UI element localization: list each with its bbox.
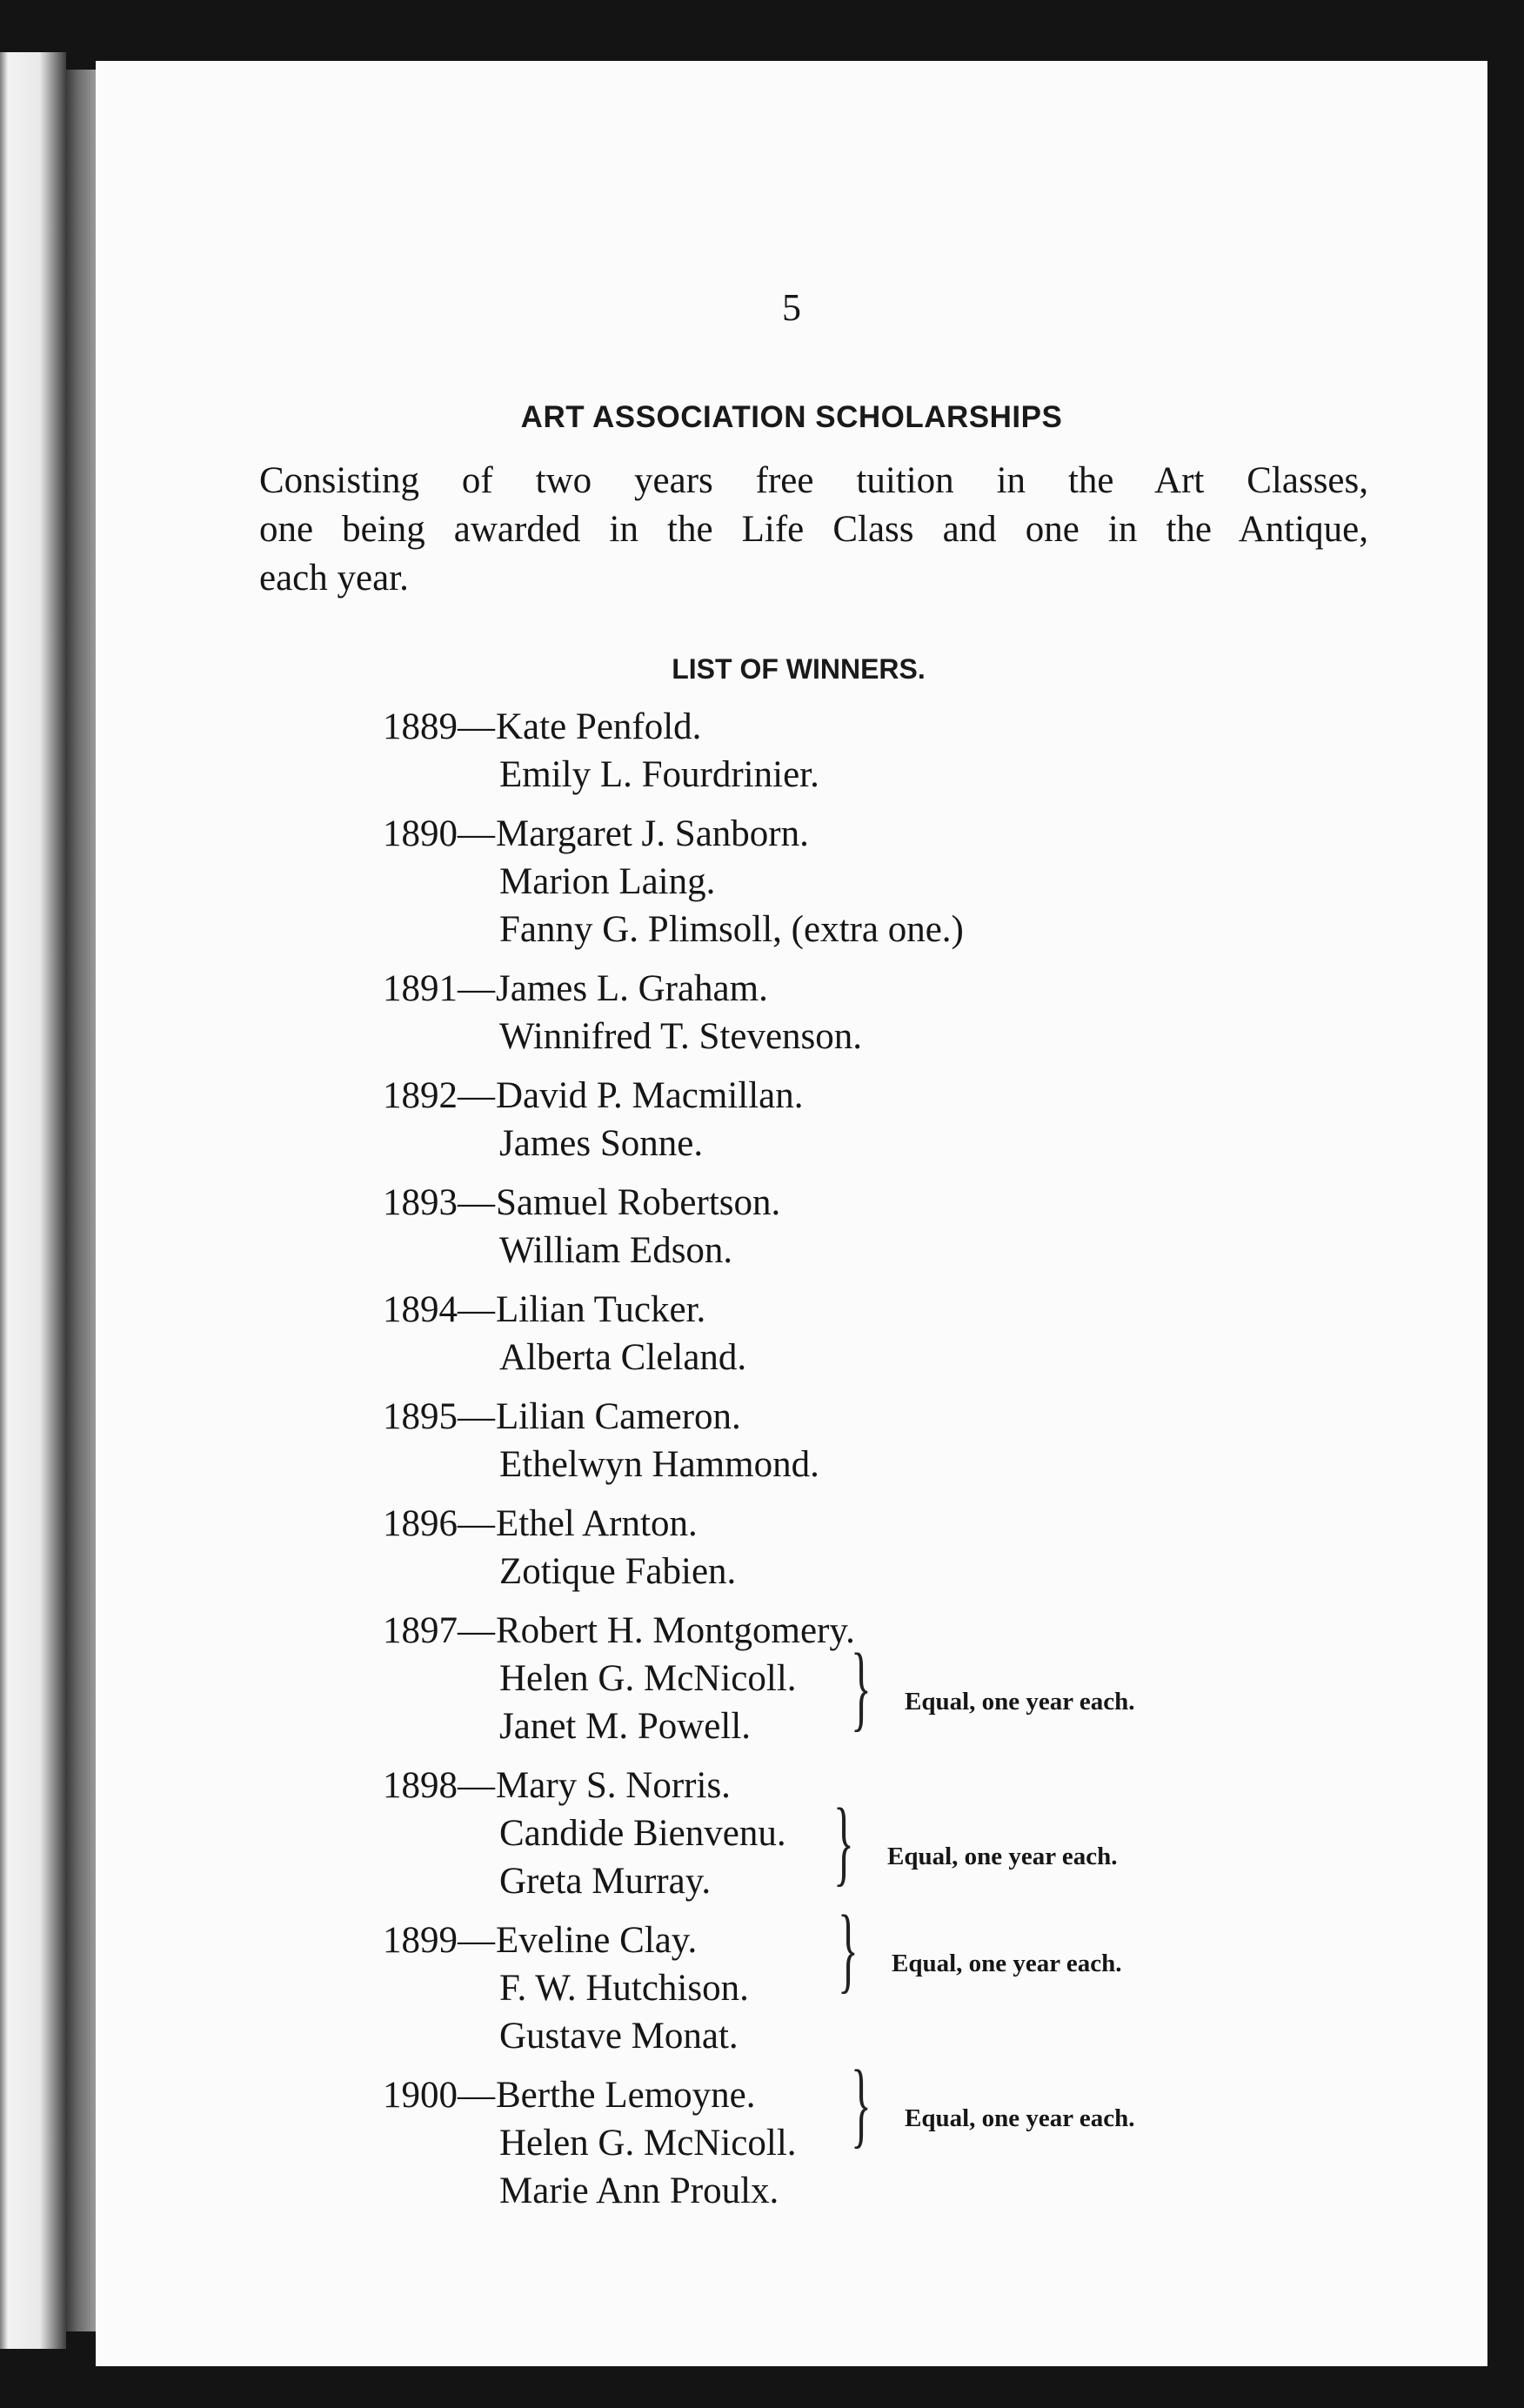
- award-year: 1899—: [383, 1920, 495, 1961]
- intro-line: one being awarded in the Life Class and one in the Antique,: [259, 509, 1368, 550]
- winner-entry: [383, 703, 1409, 799]
- winner-row: [383, 2012, 1409, 2060]
- winner-name: Mary S. Norris.: [496, 1765, 731, 1806]
- winner-name: Helen G. McNicoll.: [499, 2123, 797, 2164]
- grouping-brace: }: [851, 2050, 872, 2157]
- winner-row: [383, 1762, 1409, 1809]
- winner-row: [383, 1334, 1409, 1381]
- winner-entry: [383, 810, 1409, 953]
- grouping-brace: }: [833, 1789, 854, 1895]
- winner-row: [383, 2071, 1409, 2119]
- winner-name: Alberta Cleland.: [499, 1337, 747, 1378]
- winner-name: James Sonne.: [499, 1123, 704, 1164]
- equal-award-note: Equal, one year each.: [887, 1843, 1118, 1870]
- winner-name: Robert H. Montgomery.: [496, 1610, 855, 1651]
- winner-row: [383, 1702, 1409, 1750]
- winner-row: [383, 1013, 1409, 1060]
- winner-name: Eveline Clay.: [496, 1920, 698, 1961]
- intro-paragraph: [259, 457, 1368, 603]
- grouping-brace: }: [851, 1634, 872, 1740]
- winner-name: Helen G. McNicoll.: [499, 1658, 797, 1699]
- winner-name: Zotique Fabien.: [499, 1551, 737, 1592]
- equal-award-note: Equal, one year each.: [905, 2104, 1135, 2132]
- winner-name: Lilian Tucker.: [496, 1289, 706, 1330]
- winner-name: Fanny G. Plimsoll, (extra one.): [499, 909, 964, 950]
- award-year: 1889—: [383, 706, 495, 747]
- winner-entry: [383, 1393, 1409, 1488]
- winner-row: [383, 1393, 1409, 1441]
- winner-name: Samuel Robertson.: [496, 1182, 781, 1223]
- intro-line: Consisting of two years free tuition in the Art Classes,: [259, 460, 1368, 501]
- winner-entry: [383, 1286, 1409, 1381]
- winner-row: [383, 965, 1409, 1013]
- award-year: 1897—: [383, 1610, 495, 1651]
- winner-name: Ethel Arnton.: [496, 1503, 698, 1544]
- winner-row: [383, 810, 1409, 858]
- winner-name: Winnifred T. Stevenson.: [499, 1016, 863, 1057]
- winner-name: William Edson.: [499, 1230, 733, 1271]
- equal-award-note: Equal, one year each.: [905, 1688, 1135, 1716]
- winner-name: Ethelwyn Hammond.: [499, 1444, 819, 1485]
- intro-line: each year.: [259, 558, 409, 599]
- winner-row: [383, 1120, 1409, 1167]
- winner-row: [383, 906, 1409, 953]
- winner-entry: [383, 1500, 1409, 1595]
- winners-list: [383, 703, 1409, 2226]
- list-heading: LIST OF WINNERS.: [672, 653, 926, 685]
- winner-row: [383, 1072, 1409, 1120]
- document-page: [96, 61, 1487, 2366]
- award-year: 1896—: [383, 1503, 495, 1544]
- winner-entry: [383, 965, 1409, 1060]
- page-number: 5: [782, 286, 801, 329]
- winner-name: Lilian Cameron.: [496, 1396, 741, 1437]
- winner-entry: [383, 1762, 1409, 1905]
- equal-award-note: Equal, one year each.: [892, 1950, 1122, 1977]
- winner-name: Kate Penfold.: [496, 706, 702, 747]
- award-year: 1900—: [383, 2075, 495, 2116]
- winner-entry: [383, 1179, 1409, 1274]
- winner-entry: [383, 1072, 1409, 1167]
- winner-row: [383, 2119, 1409, 2167]
- winner-name: Emily L. Fourdrinier.: [499, 754, 819, 795]
- award-year: 1898—: [383, 1765, 495, 1806]
- award-year: 1894—: [383, 1289, 495, 1330]
- winner-name: Gustave Monat.: [499, 2016, 739, 2057]
- winner-row: [383, 1286, 1409, 1334]
- winner-name: James L. Graham.: [496, 968, 768, 1009]
- winner-row: [383, 858, 1409, 906]
- winner-entry: [383, 2050, 1409, 2215]
- winner-name: Candide Bienvenu.: [499, 1813, 786, 1854]
- award-year: 1892—: [383, 1075, 495, 1116]
- winner-row: [383, 703, 1409, 751]
- award-year: 1890—: [383, 813, 495, 854]
- winner-row: [383, 2167, 1409, 2215]
- award-year: 1893—: [383, 1182, 495, 1223]
- winner-name: Margaret J. Sanborn.: [496, 813, 809, 854]
- book-spine: [0, 52, 66, 2349]
- winner-row: [383, 1227, 1409, 1274]
- page-gutter: [66, 70, 96, 2331]
- section-title: ART ASSOCIATION SCHOLARSHIPS: [520, 400, 1063, 434]
- winner-row: [383, 1548, 1409, 1595]
- award-year: 1891—: [383, 968, 495, 1009]
- winner-name: Greta Murray.: [499, 1861, 712, 1902]
- winner-name: Marie Ann Proulx.: [499, 2171, 779, 2211]
- winner-row: [383, 751, 1409, 799]
- winner-name: Marion Laing.: [499, 861, 716, 902]
- winner-entry: [383, 1607, 1409, 1750]
- winner-name: David P. Macmillan.: [496, 1075, 804, 1116]
- winner-row: [383, 1179, 1409, 1227]
- winner-name: Berthe Lemoyne.: [496, 2075, 756, 2116]
- winner-name: F. W. Hutchison.: [499, 1968, 749, 2009]
- winner-row: [383, 1441, 1409, 1488]
- winner-row: [383, 1607, 1409, 1655]
- winner-row: [383, 1655, 1409, 1702]
- winner-name: Janet M. Powell.: [499, 1706, 752, 1747]
- grouping-brace: }: [838, 1896, 859, 2002]
- winner-row: [383, 1500, 1409, 1548]
- winner-entry: [383, 1896, 1409, 2060]
- award-year: 1895—: [383, 1396, 495, 1437]
